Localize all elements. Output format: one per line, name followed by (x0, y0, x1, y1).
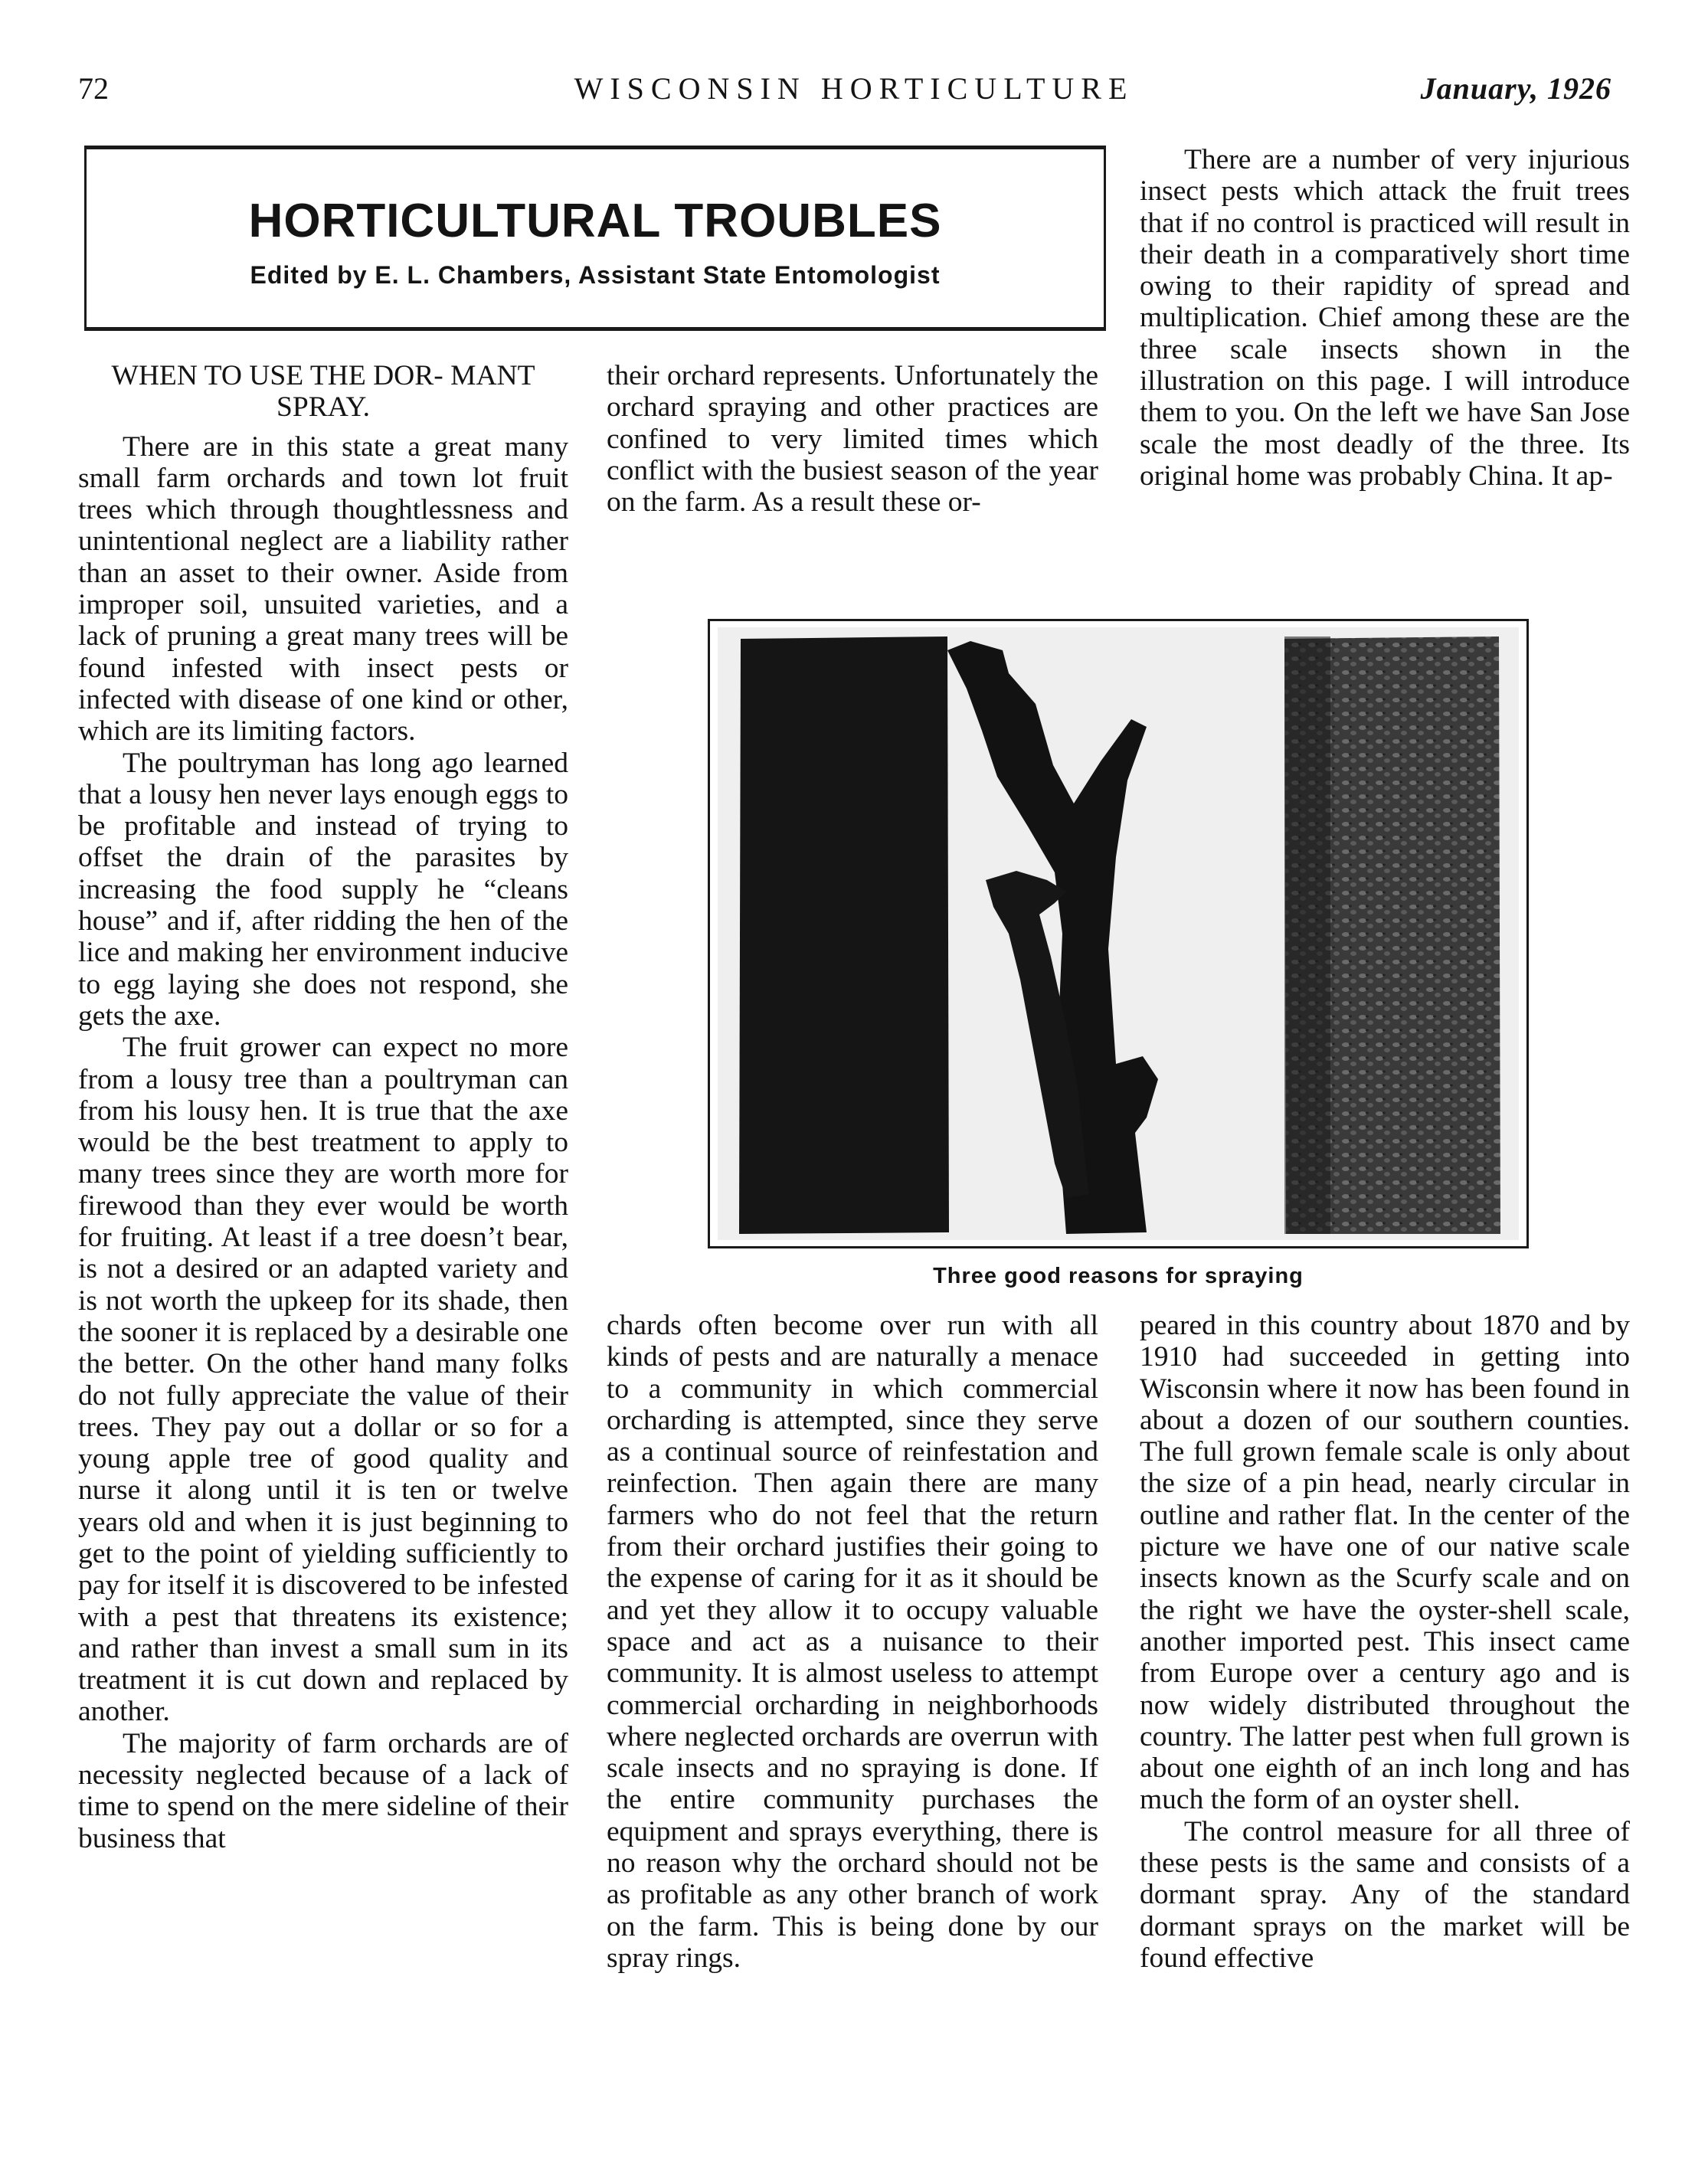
paragraph: chards often become over run with all kinds of pests and are naturally a menace to a community in which commercial orcharding is attempted, since they serve as a continual source of reinfestation and reinfection. Then again there are many farmers who do not feel that the return from their orchard justifies their going to the expense of caring for it as it should be and yet they allow it to occupy valuable space and act as a nuisance to their community. It is almost useless to attempt commercial orcharding in neighborhoods where neglected orchards are overrun with scale insects and no spraying is done. If the entire community purchases the equipment and sprays everything, there is no reason why the orchard should not be as profitable as any other branch of work on the farm. This is being done by our spray rings. (607, 1310, 1098, 1974)
paragraph: The fruit grower can expect no more from a lousy tree than a poultryman can from his lousy hen. It is true that the axe would be the best treatment to apply to many trees since they are worth more for firewood than they ever would be worth for fruiting. At least if a tree doesn’t bear, is not a desired or an adapted variety and is not worth the upkeep for its shade, then the sooner it is replaced by a desirable one the better. On the other hand many folks do not fully appreciate the value of their trees. They pay out a dollar or so for a young apple tree of good quality and nurse it along until it is ten or twelve years old and when it is just beginning to get to the point of yielding sufficiently to pay for itself it is discovered to be infested with a pest that threatens its existence; and rather than invest a small sum in its treatment it is cut down and replaced by another. (78, 1032, 568, 1728)
paragraph: There are in this state a great many small farm orchards and town lot fruit trees which through thoughtlessness and unintentional neglect are a liability rather than an asset to their owner. Aside from improper soil, unsuited varieties, and a lack of pruning a great many trees will be found infested with insect pests or infected with disease of one kind or other, which are its limiting factors. (78, 430, 568, 748)
article-column-3-top (1140, 144, 1630, 492)
paragraph: their orchard represents. Unfortunately the orchard spraying and other practices are confined to very limited times which conflict with the busiest season of the year on the farm. As a result these or- (607, 360, 1098, 519)
article-column-3-bottom (1140, 1310, 1630, 1974)
publication-title: WISCONSIN HORTICULTURE (574, 71, 1134, 106)
left-bark-section (739, 636, 949, 1234)
paragraph: The majority of farm orchards are of necessity neglected because of a lack of time to spend on the mere sideline of their business that (78, 1727, 568, 1854)
department-editor-line: Edited by E. L. Chambers, Assistant State Entomologist (250, 261, 941, 289)
article-column-2-top (607, 360, 1098, 518)
article-column-1 (78, 360, 568, 1854)
article-column-2-bottom (607, 1310, 1098, 1974)
photo-caption: Three good reasons for spraying (933, 1264, 1304, 1288)
scale-insects-photo (708, 619, 1529, 1248)
paragraph: The poultryman has long ago learned that a lousy hen never lays enough eggs to be profitable and instead of trying to offset the drain of the parasites by increasing the food supply he “cleans house” and if, after ridding the hen of the lice and making her environment inducive to egg laying she does not respond, she gets the axe. (78, 747, 568, 1032)
paragraph: peared in this country about 1870 and by 1910 had succeeded in getting into Wisconsin where it now has been found in about a dozen of our southern counties. The full grown female scale is only about the size of a pin head, nearly circular in outline and rather flat. In the center of the picture we have one of our native scale insects known as the Scurfy scale and on the right we have the oyster-shell scale, another imported pest. This insect came from Europe over a century ago and is now widely distributed throughout the country. The latter pest when full grown is about one eighth of an inch long and has much the form of an oyster shell. (1140, 1310, 1630, 1816)
paragraph: The control measure for all three of these pests is the same and consists of a dormant spray. Any of the standard dormant sprays on the market will be found effective (1140, 1815, 1630, 1974)
article-heading: WHEN TO USE THE DOR- MANT SPRAY. (111, 360, 535, 424)
issue-date: January, 1926 (1420, 71, 1611, 106)
paragraph: There are a number of very injurious insect pests which attack the fruit trees that if no control is practiced will result in their death in a comparatively short time owing to their rapidity of spread and multiplication. Chief among these are the three scale insects shown in the illustration on this page. I will introduce them to you. On the left we have San Jose scale the most deadly of the three. Its original home was probably China. It ap- (1140, 144, 1630, 492)
page-number: 72 (78, 71, 109, 106)
branches-illustration (718, 627, 1519, 1240)
department-header-box (84, 146, 1106, 331)
department-title: HORTICULTURAL TROUBLES (248, 195, 942, 247)
